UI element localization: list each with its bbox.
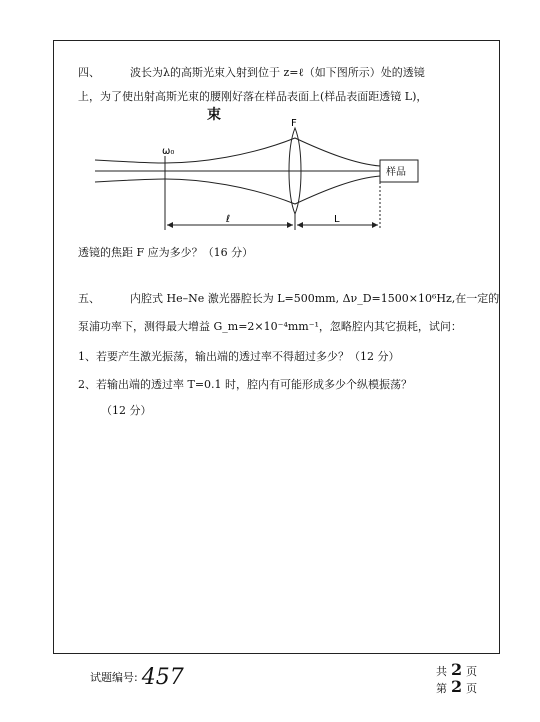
page-total-suffix: 页 (466, 665, 478, 678)
dim-arrow-L-right (372, 222, 378, 228)
exam-code-label: 试题编号: (90, 671, 138, 684)
q5-line1 (78, 292, 499, 306)
q4-number: 四、 (78, 66, 100, 79)
dim-label-z: ℓ (226, 214, 231, 225)
gaussian-beam-diagram (90, 118, 420, 244)
q5-number: 五、 (78, 292, 100, 305)
q5-text-line1: 内腔式 He–Ne 激光器腔长为 L=500mm, Δν_D=1500×10⁶Hz,在一定的 (130, 292, 500, 305)
q4-question: 透镜的焦距 F 应为多少？（16 分） (78, 246, 254, 259)
q4-line1 (78, 66, 425, 80)
page-current-prefix: 第 (436, 682, 447, 695)
dim-arrow-L-left (297, 222, 303, 228)
page-current-number: 2 (451, 677, 463, 696)
dim-arrow-z-right (287, 222, 293, 228)
q4-text-line1: 波长为λ的高斯光束入射到位于 z=ℓ（如下图所示）处的透镜 (130, 66, 425, 79)
q5-item2: 2、若输出端的透过率 T=0.1 时，腔内有可能形成多少个纵模振荡？ (78, 378, 413, 391)
exam-code (90, 665, 184, 690)
page-current-suffix: 页 (466, 682, 478, 695)
waist-label: ω₀ (162, 146, 175, 157)
beam-upper-edge (95, 138, 380, 166)
lens-label: F (291, 118, 297, 129)
page-total-number: 2 (451, 660, 463, 679)
q5-line2: 泵浦功率下，测得最大增益 G_m=2×10⁻⁴mm⁻¹，忽略腔内其它损耗，试问： (78, 320, 462, 333)
q4-line2: 上，为了使出射高斯光束的腰刚好落在样品表面上(样品表面距透镜 L)， (78, 90, 428, 103)
dim-label-L: L (334, 214, 340, 225)
handwritten-note: 束 (207, 107, 221, 123)
exam-code-value: 457 (141, 665, 184, 690)
sample-label: 样品 (386, 167, 406, 178)
beam-lower-edge (95, 176, 380, 204)
q5-item2-score: （12 分） (101, 404, 152, 417)
page-total-prefix: 共 (436, 665, 447, 678)
q5-item1: 1、若要产生激光振荡，输出端的透过率不得超过多少？（12 分） (78, 350, 400, 363)
page-current (436, 677, 477, 696)
dim-arrow-z-left (167, 222, 173, 228)
